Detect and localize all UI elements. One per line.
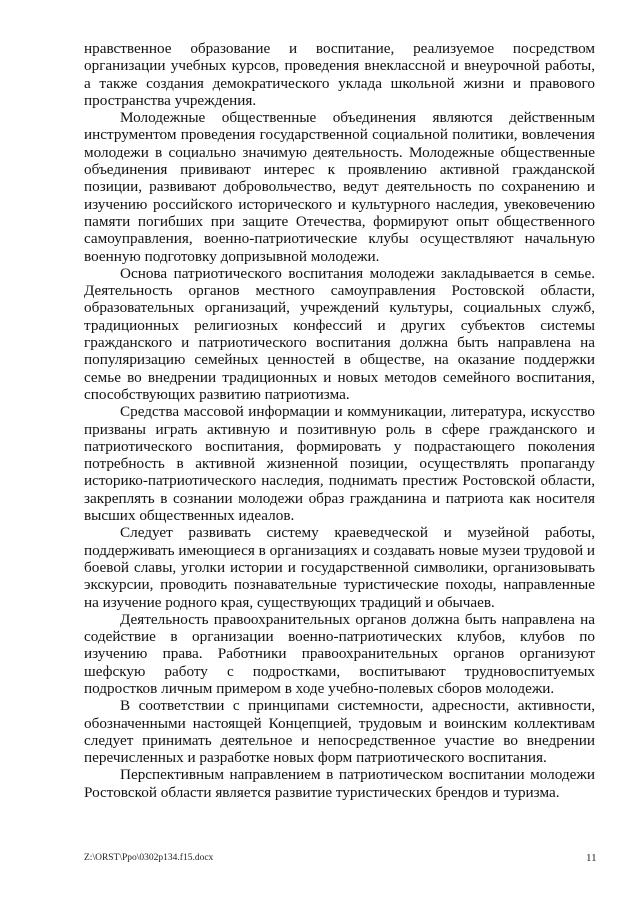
paragraph: Средства массовой информации и коммуникации, литература, искусство призваны играть активную и позитивную роль в сфере гражданского и патриотического воспитания, формировать у подрастающего поколения потребность в активной жизненной позиции, осуществлять пропаганду историко-патриотического наследия, поднимать престиж Ростовской области, закреплять в сознании молодежи образ гражданина и патриота как носителя высших общественных идеалов.: [84, 403, 595, 525]
paragraph: нравственное образование и воспитание, реализуемое посредством организации учебных курсов, проведения внеклассной и внеурочной работы, а также создания демократического уклада школьной жизни и правового пространства учреждения.: [84, 40, 595, 109]
footer-file-path: Z:\ORST\Ppo\0302p134.f15.docx: [84, 853, 214, 863]
paragraph: Основа патриотического воспитания молодежи закладывается в семье. Деятельность органов местного самоуправления Ростовской области, образовательных организаций, учреждений культуры, социальных служб, традиционных религиозных конфессий и других субъектов системы гражданского и патриотического воспитания должна быть направлена на популяризацию семейных ценностей в обществе, на оказание поддержки семье во внедрении традиционных и новых методов семейного воспитания, способствующих развитию патриотизма.: [84, 264, 595, 403]
paragraph: В соответствии с принципами системности, адресности, активности, обозначенными настоящей Концепцией, трудовым и воинским коллективам следует принимать деятельное и непосредственное участие во внедрении перечисленных и разработке новых форм патриотического воспитания.: [84, 697, 595, 767]
document-body: [84, 40, 595, 801]
paragraph: Молодежные общественные объединения являются действенным инструментом проведения государственной социальной политики, вовлечения молодежи в социально значимую деятельность. Молодежные общественные объединения прививают интерес к проявлению активной гражданской позиции, развивают добровольчество, ведут деятельность по сохранению и изучению российского исторического и культурного наследия, увековечению памяти погибших при защите Отечества, формируют опыт общественного самоуправления, военно-патриотические клубы осуществляют начальную военную подготовку допризывной молодежи.: [84, 109, 595, 265]
page-number: 11: [586, 852, 597, 864]
paragraph: Перспективным направлением в патриотическом воспитании молодежи Ростовской области является развитие туристических брендов и туризма.: [84, 766, 595, 801]
paragraph: Следует развивать систему краеведческой и музейной работы, поддерживать имеющиеся в организациях и создавать новые музеи трудовой и боевой славы, уголки истории и государственной символики, организовывать экскурсии, проводить познавательные туристические походы, направленные на изучение родного края, существующих традиций и обычаев.: [84, 524, 595, 611]
paragraph: Деятельность правоохранительных органов должна быть направлена на содействие в организации военно-патриотических клубов, клубов по изучению права. Работники правоохранительных органов организуют шефскую работу с подростками, воспитывают трудновоспитуемых подростков личным примером в ходе учебно-полевых сборов молодежи.: [84, 610, 595, 697]
